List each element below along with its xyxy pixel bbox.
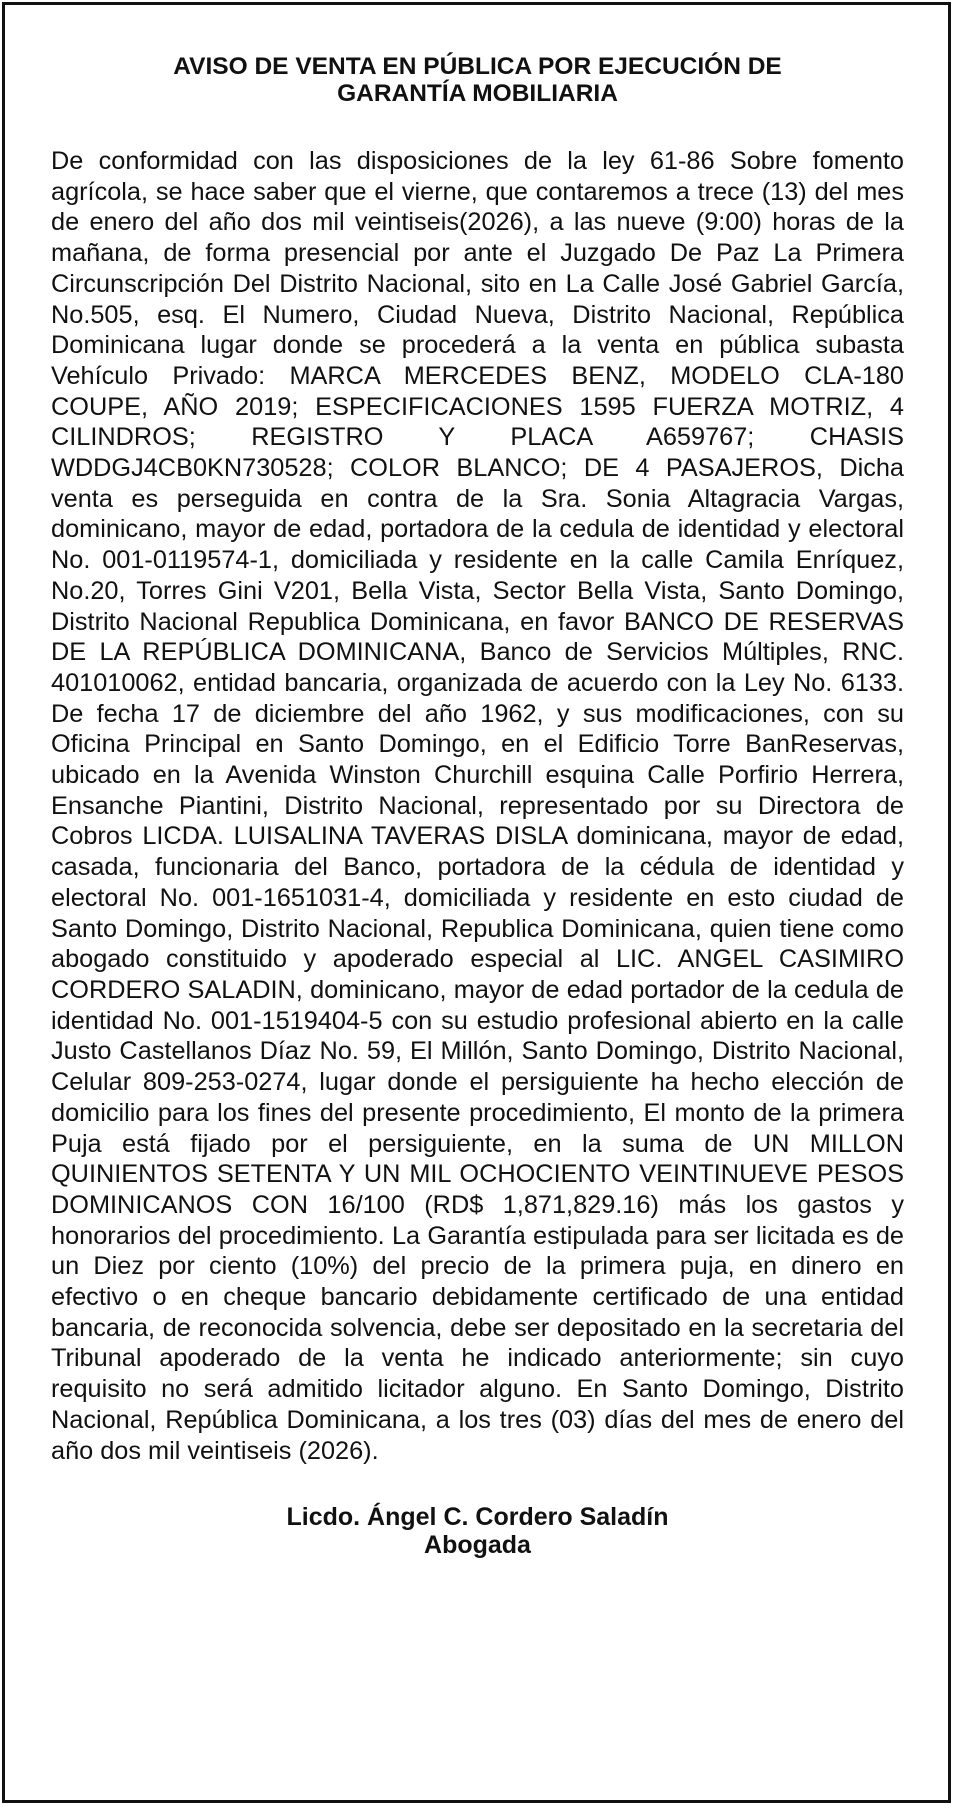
notice-title-line-1: AVISO DE VENTA EN PÚBLICA POR EJECUCIÓN DE <box>173 53 782 80</box>
signature-block <box>51 1503 904 1559</box>
notice-body: De conformidad con las disposiciones de la ley 61-86 Sobre fomento agrícola, se hace saber que el vierne, que contaremos a trece (13) del mes de enero del año dos mil veintiseis(2026), a las nueve (9:00) horas de la mañana, de forma presencial por ante el Juzgado De Paz La Primera Circunscripción Del Distrito Nacional, sito en La Calle José Gabriel García, No.505, esq. El Numero, Ciudad Nueva, Distrito Nacional, República Dominicana lugar donde se procederá a la venta en pública subasta Vehículo Privado: MARCA MERCEDES BENZ, MODELO CLA-180 COUPE, AÑO 2019; ESPECIFICACIONES 1595 FUERZA MOTRIZ, 4 CILINDROS; REGISTRO Y PLACA A659767; CHASIS WDDGJ4CB0KN730528; COLOR BLANCO; DE 4 PASAJEROS, Dicha venta es perseguida en contra de la Sra. Sonia Altagracia Vargas, dominicano, mayor de edad, portadora de la cedula de identidad y electoral No. 001-0119574-1, domiciliada y residente en la calle Camila Enríquez, No.20, Torres Gini V201, Bella Vista, Sector Bella Vista, Santo Domingo, Distrito Nacional Republica Dominicana, en favor BANCO DE RESERVAS DE LA REPÚBLICA DOMINICANA, Banco de Servicios Múltiples, RNC. 401010062, entidad bancaria, organizada de acuerdo con la Ley No. 6133. De fecha 17 de diciembre del año 1962, y sus modificaciones, con su Oficina Principal en Santo Domingo, en el Edificio Torre BanReservas, ubicado en la Avenida Winston Churchill esquina Calle Porfirio Herrera, Ensanche Piantini, Distrito Nacional, representado por su Directora de Cobros LICDA. LUISALINA TAVERAS DISLA dominicana, mayor de edad, casada, funcionaria del Banco, portadora de la cédula de identidad y electoral No. 001-1651031-4, domiciliada y residente en esto ciudad de Santo Domingo, Distrito Nacional, Republica Dominicana, quien tiene como abogado constituido y apoderado especial al LIC. ANGEL CASIMIRO CORDERO SALADIN, dominicano, mayor de edad portador de la cedula de identidad No. 001-1519404-5 con su estudio profesional abierto en la calle Justo Castellanos Díaz No. 59, El Millón, Santo Domingo, Distrito Nacional, Celular 809-253-0274, lugar donde el persiguiente ha hecho elección de domicilio para los fines del presente procedimiento, El monto de la primera Puja está fijado por el persiguiente, en la suma de UN MILLON QUINIENTOS SETENTA Y UN MIL OCHOCIENTO VEINTINUEVE PESOS DOMINICANOS CON 16/100 (RD$ 1,871,829.16) más los gastos y honorarios del procedimiento. La Garantía estipulada para ser licitada es de un Diez por ciento (10%) del precio de la primera puja, en dinero en efectivo o en cheque bancario debidamente certificado de una entidad bancaria, de reconocida solvencia, debe ser depositado en la secretaria del Tribunal apoderado de la venta he indicado anteriormente; sin cuyo requisito no será admitido licitador alguno. En Santo Domingo, Distrito Nacional, República Dominicana, a los tres (03) días del mes de enero del año dos mil veintiseis (2026). <box>51 147 904 1465</box>
legal-notice <box>2 2 951 1803</box>
signature-name: Licdo. Ángel C. Cordero Saladín <box>286 1503 669 1532</box>
signature-role: Abogada <box>424 1531 531 1560</box>
notice-title-line-2: GARANTÍA MOBILIARIA <box>337 80 618 107</box>
notice-title <box>51 53 904 107</box>
